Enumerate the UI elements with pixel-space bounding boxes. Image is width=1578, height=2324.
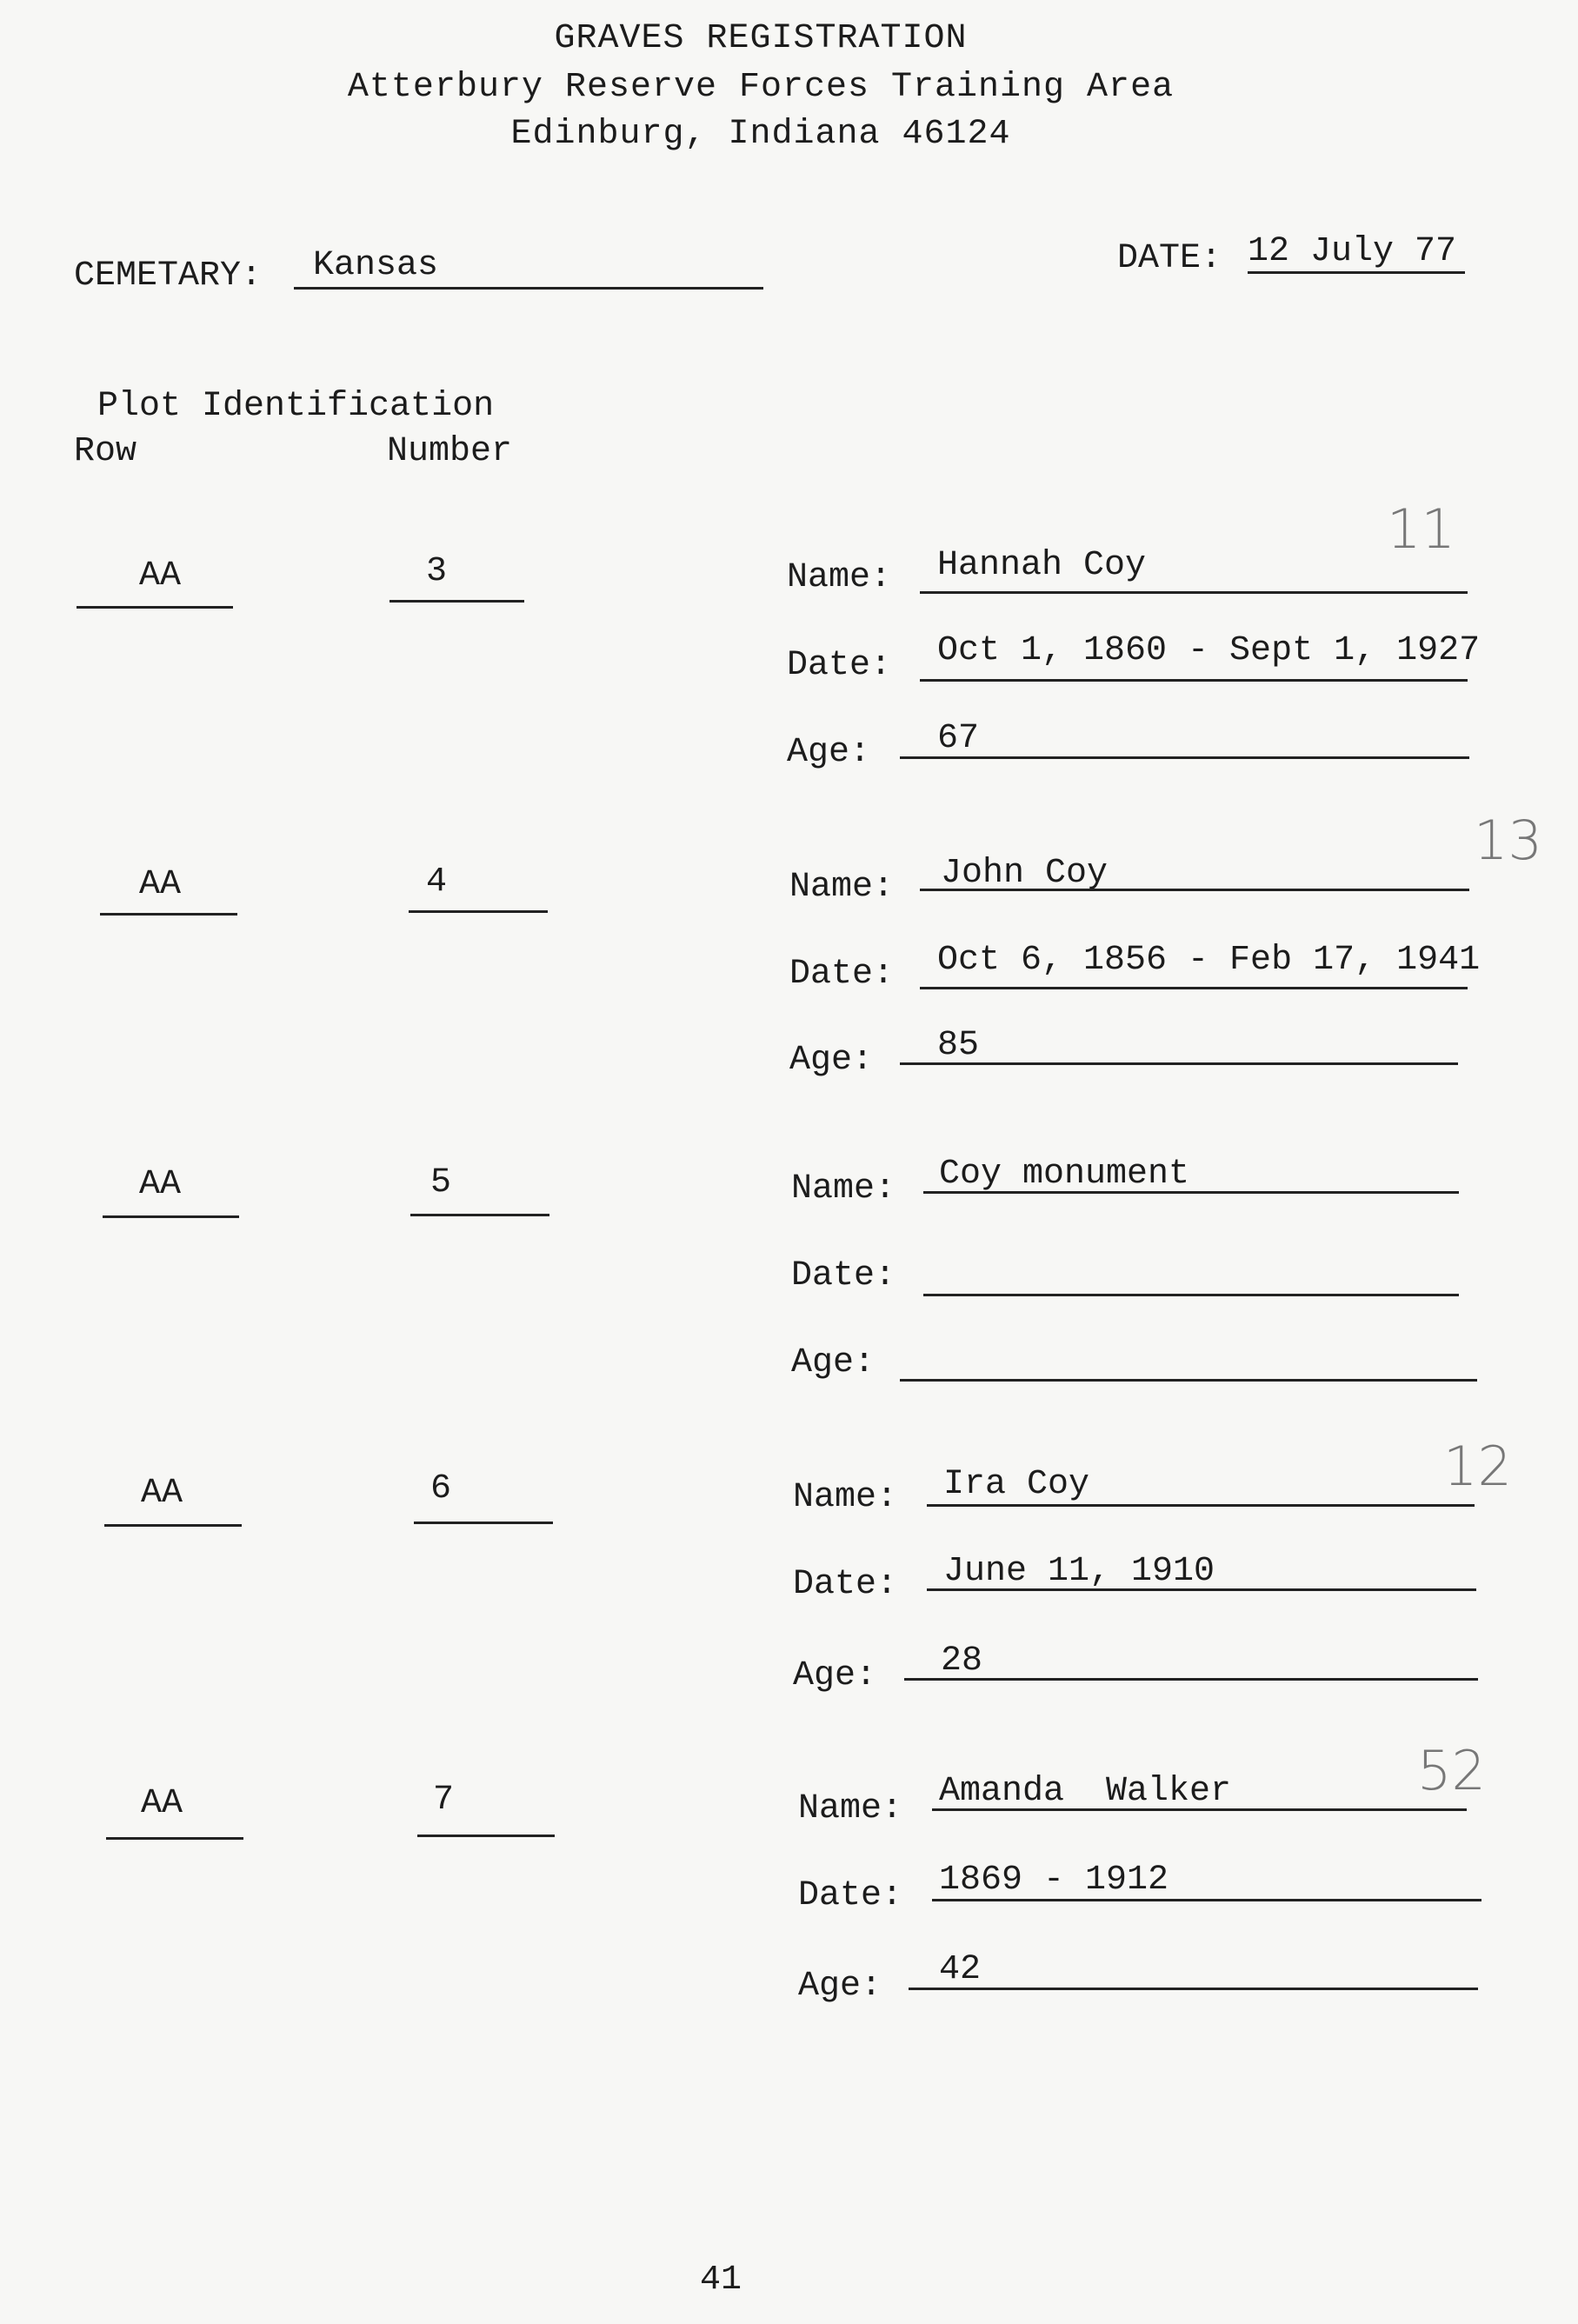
age-underline	[909, 1988, 1478, 1990]
name-label: Name:	[791, 1169, 896, 1209]
age-label: Age:	[791, 1343, 876, 1382]
header-line-3: Edinburg, Indiana 46124	[510, 115, 1011, 154]
entry-age: 28	[941, 1641, 983, 1681]
date-field-label: Date:	[798, 1876, 903, 1915]
name-underline	[920, 591, 1468, 594]
date-underline	[1248, 271, 1465, 274]
header-line-2: Atterbury Reserve Forces Training Area	[347, 68, 1175, 107]
row-underline	[104, 1524, 242, 1527]
cemetery-underline	[294, 287, 763, 290]
plot-identification-heading: Plot Identification	[97, 387, 495, 426]
row-underline	[103, 1215, 239, 1218]
entry-date: Oct 1, 1860 - Sept 1, 1927	[937, 631, 1481, 670]
age-label: Age:	[787, 733, 871, 772]
date-field-label: Date:	[793, 1565, 898, 1604]
handwritten-note: 52	[1417, 1739, 1486, 1802]
row-heading: Row	[74, 432, 137, 471]
age-label: Age:	[798, 1967, 882, 2006]
age-underline	[904, 1678, 1478, 1681]
entry-number: 3	[426, 552, 448, 591]
entry-date: Oct 6, 1856 - Feb 17, 1941	[937, 941, 1481, 980]
header-line-1: GRAVES REGISTRATION	[554, 19, 968, 58]
name-label: Name:	[793, 1478, 898, 1517]
date-field-underline	[920, 987, 1468, 989]
entry-name: John Coy	[941, 854, 1109, 893]
entry-number: 7	[433, 1781, 455, 1820]
date-field-label: Date:	[791, 1256, 896, 1295]
number-heading: Number	[387, 432, 513, 471]
entry-age: 42	[939, 1950, 982, 1989]
entry-name: Coy monument	[939, 1155, 1190, 1194]
date-field-underline	[923, 1294, 1459, 1296]
date-label: DATE:	[1117, 239, 1222, 278]
handwritten-note: 13	[1474, 809, 1542, 872]
entry-row: AA	[139, 865, 182, 904]
date-field-label: Date:	[787, 646, 892, 685]
handwritten-note: 11	[1387, 497, 1455, 561]
age-underline	[900, 756, 1469, 759]
handwritten-note: 12	[1443, 1435, 1512, 1498]
date-field-underline	[920, 679, 1468, 682]
age-label: Age:	[789, 1041, 874, 1080]
entry-age: 85	[937, 1026, 980, 1065]
entry-row: AA	[139, 556, 182, 596]
entry-number: 6	[430, 1469, 452, 1508]
entry-number: 4	[426, 862, 448, 902]
name-label: Name:	[787, 558, 892, 597]
row-underline	[106, 1837, 243, 1840]
number-underline	[409, 910, 548, 913]
number-underline	[414, 1522, 553, 1524]
age-label: Age:	[793, 1656, 877, 1695]
entry-row: AA	[141, 1474, 183, 1513]
page-number: 41	[700, 2261, 742, 2300]
row-underline	[100, 913, 237, 916]
number-underline	[410, 1214, 549, 1216]
row-underline	[77, 606, 233, 609]
name-underline	[923, 1191, 1459, 1194]
date-field-underline	[932, 1899, 1481, 1901]
entry-date: 1869 - 1912	[939, 1861, 1169, 1900]
number-underline	[390, 600, 524, 603]
age-underline	[900, 1379, 1477, 1382]
age-underline	[900, 1062, 1458, 1065]
number-underline	[417, 1835, 555, 1837]
cemetery-value: Kansas	[313, 246, 439, 285]
name-underline	[920, 889, 1469, 891]
date-field-underline	[927, 1588, 1476, 1591]
date-value: 12 July 77	[1248, 232, 1457, 271]
name-underline	[927, 1504, 1475, 1507]
entry-row: AA	[141, 1784, 183, 1823]
entry-name: Hannah Coy	[937, 546, 1147, 585]
entry-row: AA	[139, 1165, 182, 1204]
entry-name: Amanda Walker	[939, 1772, 1232, 1811]
date-field-label: Date:	[789, 955, 895, 994]
cemetery-label: CEMETARY:	[74, 256, 263, 296]
name-label: Name:	[798, 1789, 903, 1828]
entry-date: June 11, 1910	[943, 1552, 1215, 1591]
entry-name: Ira Coy	[943, 1465, 1090, 1504]
name-underline	[932, 1808, 1467, 1811]
entry-number: 5	[430, 1163, 452, 1202]
entry-age: 67	[937, 719, 980, 758]
name-label: Name:	[789, 868, 895, 907]
